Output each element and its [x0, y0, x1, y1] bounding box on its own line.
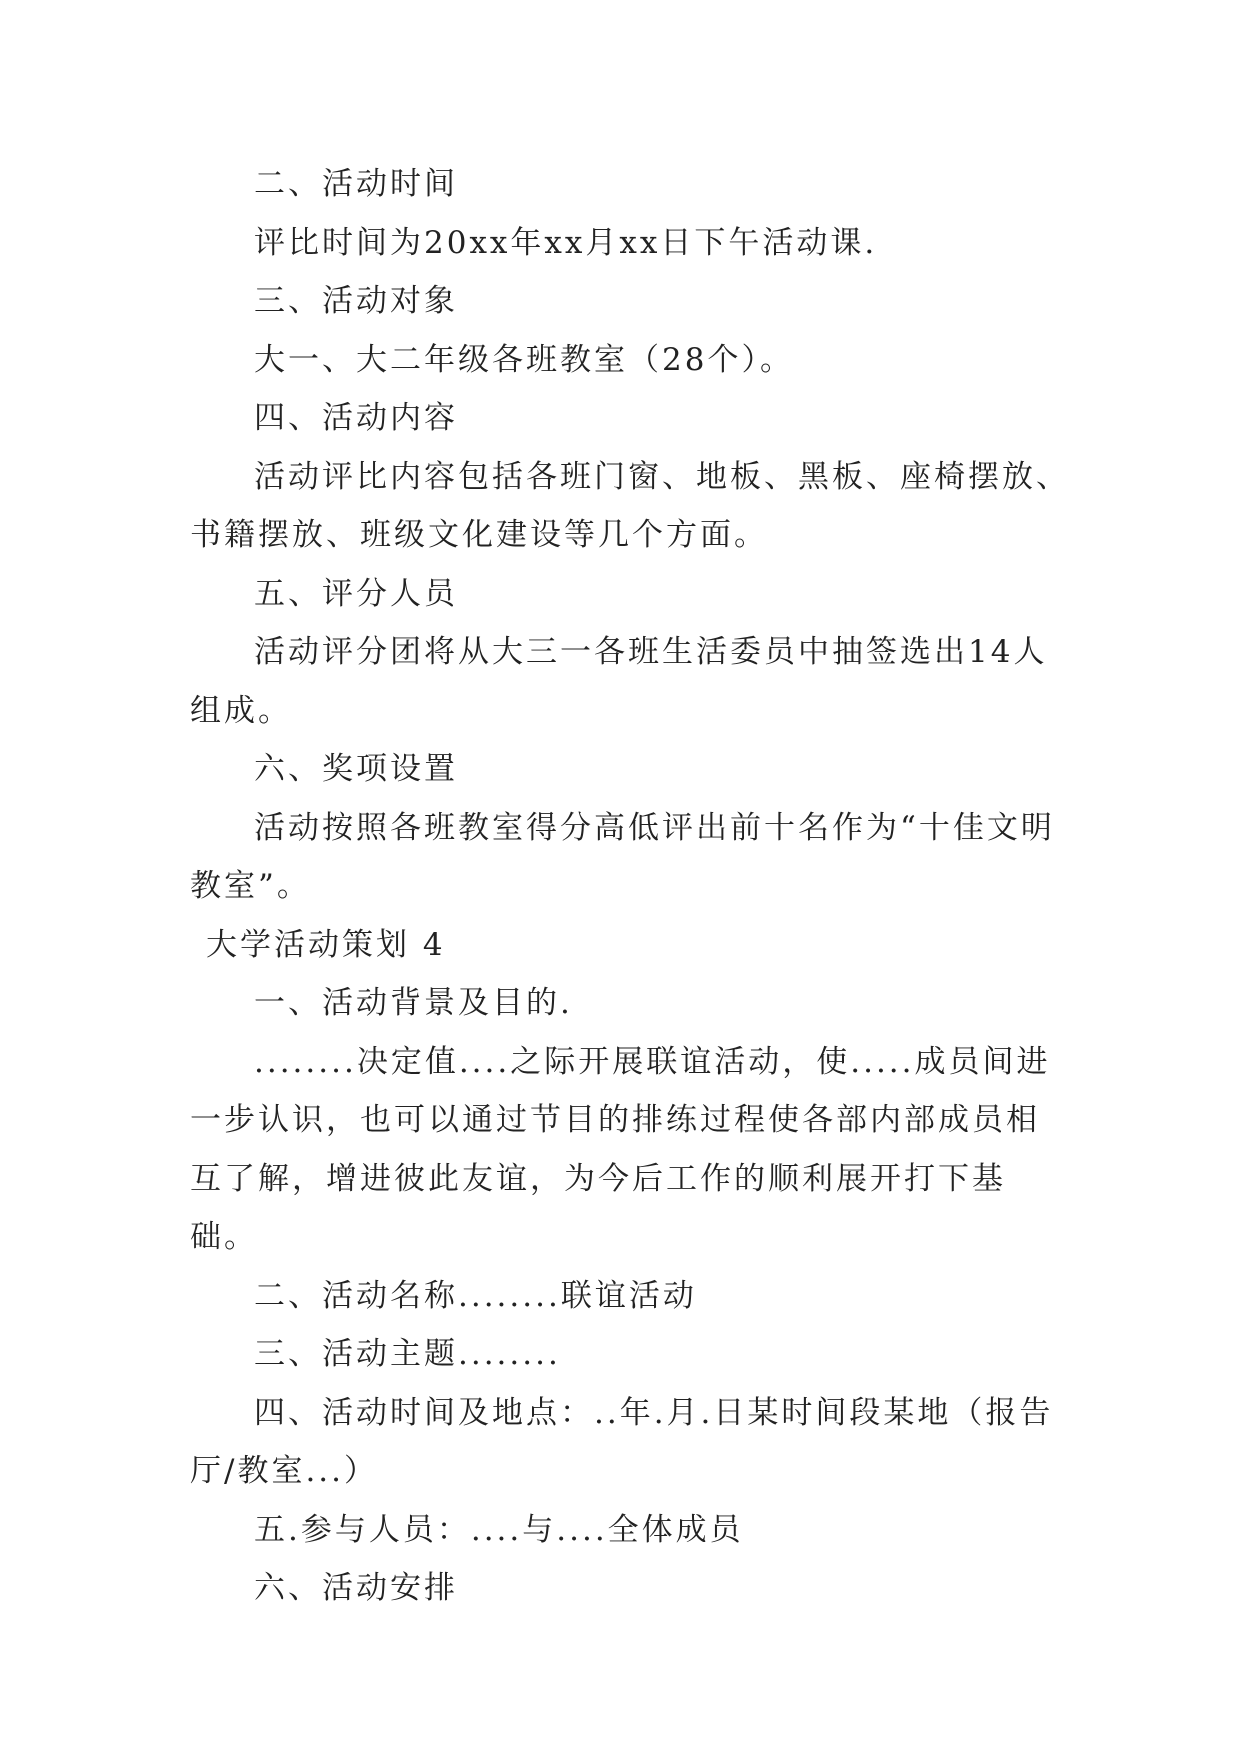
heading-activity-theme: 三、活动主题........: [254, 1336, 561, 1372]
paragraph-target-classes: 大一、大二年级各班教室（28个）。: [254, 341, 794, 378]
heading-activity-target: 三、活动对象: [254, 283, 458, 319]
heading-award-settings: 六、奖项设置: [254, 751, 458, 787]
heading-activity-content: 四、活动内容: [254, 400, 458, 436]
paragraph-background: ........决定值....之际开展联谊活动，使.....成员间进一步认识，也可以通过节目的排练过程使各部内部成员相互了解，增进彼此友谊，为今后工作的顺利展开打下基础。: [190, 1043, 1051, 1255]
heading-activity-arrangement: 六、活动安排: [254, 1570, 458, 1606]
heading-activity-name: 二、活动名称........联谊活动: [254, 1277, 697, 1314]
paragraph-awards: 活动按照各班教室得分高低评出前十名作为“十佳文明教室”。: [190, 809, 1055, 904]
paragraph-evaluation-time: 评比时间为20xx年xx月xx日下午活动课.: [254, 224, 878, 261]
paragraph-evaluation-content: 活动评比内容包括各班门窗、地板、黑板、座椅摆放、书籍摆放、班级文化建设等几个方面。: [190, 458, 1070, 553]
heading-background-purpose: 一、活动背景及目的.: [254, 985, 573, 1021]
section-title: 大学活动策划 4: [206, 926, 446, 963]
paragraph-time-location: 四、活动时间及地点：..年.月.日某时间段某地（报告厅/教室...）: [190, 1394, 1054, 1489]
paragraph-participants: 五.参与人员：....与....全体成员: [254, 1511, 744, 1548]
heading-activity-time: 二、活动时间: [254, 166, 458, 202]
heading-scoring-staff: 五、评分人员: [254, 575, 458, 612]
document-page: [190, 155, 1070, 1618]
paragraph-scoring-team: 活动评分团将从大三一各班生活委员中抽签选出14人组成。: [190, 634, 1048, 729]
